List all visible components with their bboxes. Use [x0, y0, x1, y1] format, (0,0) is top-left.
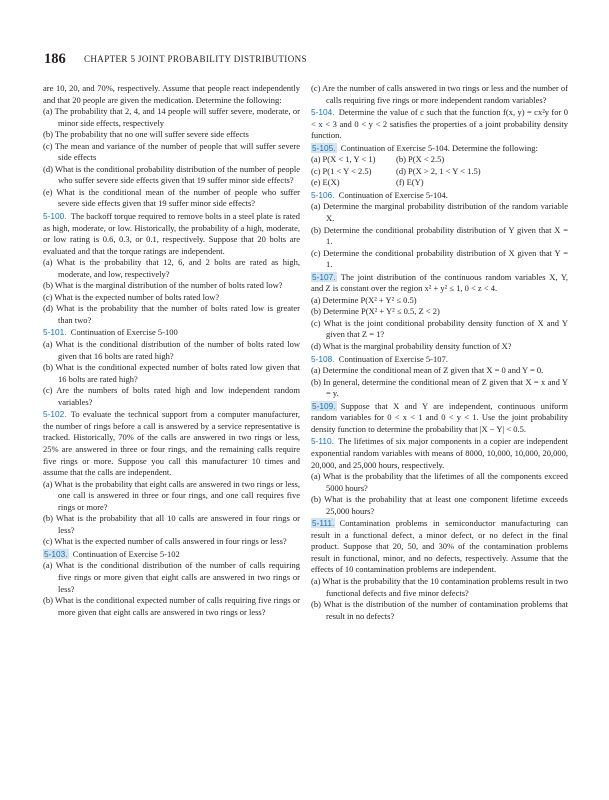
- exercise-5-104: [311, 107, 568, 142]
- exercise-item: (b) What is the probability that at least one component lifetime exceeds 25,000 hours?: [311, 494, 568, 516]
- exercise-text: Continuation of Exercise 5-104.: [338, 189, 448, 200]
- exercise-number: 5-100.: [43, 211, 67, 222]
- exercise-item: (a) What is the probability that eight calls are answered in two rings or less, one call is answered in three or four rings, and one call requires five rings or more?: [43, 478, 300, 512]
- exercise-item: (a) What is the probability that the lifetimes of all the components exceed 5000 hours?: [311, 471, 568, 493]
- exercise-item: (b) What is the marginal distribution of the number of bolts rated low?: [43, 280, 283, 291]
- exercise-5-100: [43, 211, 300, 326]
- exercise-item: (c) What is the expected number of calls answered in four rings or less?: [43, 536, 287, 547]
- exercise-item: (d) What is the marginal probability density function of X?: [311, 341, 512, 352]
- exercise-item: (b) The probability that no one will suffer severe side effects: [43, 129, 249, 140]
- exercise-number: 5-108.: [311, 353, 335, 364]
- exercise-item: (a) P(X < 1, Y < 1): [311, 154, 376, 165]
- exercise-item: (a) What is the probability that the 10 contamination problems result in two functional defects and five minor defects?: [311, 575, 568, 598]
- exercise-number: 5-106.: [311, 189, 335, 200]
- exercise-item: (c) What is the expected number of bolts rated low?: [43, 291, 220, 302]
- exercise-item: (c) Are the number of calls answered in two rings or less and the number of calls requiring five rings or more independent random variables?: [311, 83, 568, 105]
- exercise-number: 5-104.: [311, 107, 335, 118]
- exercise-text: Suppose that X and Y are independent, continuous uniform random variables for 0 < x < 1 and 0 < y < 1. Use the joint probability density function to determine the probability that |X − Y| < 0.5.: [311, 400, 568, 434]
- exercise-item: (f) E(Y): [396, 177, 424, 188]
- exercise-item: (a) Determine P(X² + Y² ≤ 0.5): [311, 294, 417, 305]
- exercise-5-103: [43, 549, 300, 618]
- exercise-item: (a) Determine the conditional mean of Z given that X = 0 and Y = 0.: [311, 365, 544, 376]
- exercise-5-102: [43, 409, 300, 548]
- exercise-text: Determine the value of c such that the function f(x, y) = cx²y for 0 < x < 3 and 0 < y < 2 satisfies the properties of a joint probability density function.: [311, 107, 568, 141]
- page-number: 186: [44, 51, 66, 67]
- exercise-item: (e) E(X): [311, 177, 340, 188]
- exercise-text: Contamination problems in semiconductor manufacturing can result in a functional defect, a minor defect, or no defect in the final product. Suppose that 20, 50, and 30% of the contamination problems result in functional, minor, and no defects, respectively. Assume that the effects of 10 contamination problems are independent.: [311, 518, 568, 575]
- exercise-item: (b) In general, determine the conditional mean of Z given that X = x and Y = y.: [311, 376, 568, 399]
- exercise-text: The lifetimes of six major components in a copier are independent exponential random variables with means of 8000, 10,000, 10,000, 20,000, 20,000, and 25,000 hours, respectively.: [311, 436, 568, 470]
- exercise-item: (d) What is the conditional probability distribution of the number of people who suffer severe side effects given that 19 suffer minor side effects?: [43, 163, 300, 186]
- exercise-5-106: [311, 190, 568, 271]
- exercise-number: 5-101.: [43, 327, 67, 338]
- left-column: [43, 83, 300, 618]
- exercise-text: are 10, 20, and 70%, respectively. Assume that people react independently and that 20 people are given the medication. Determine the following:: [43, 83, 300, 105]
- exercise-continuation: [43, 83, 300, 210]
- exercise-item: (b) What is the conditional expected number of calls requiring five rings or more given that eight calls are answered in two rings or less?: [43, 595, 300, 617]
- exercise-text: Continuation of Exercise 5-107.: [338, 353, 448, 364]
- exercise-item: (a) Determine the marginal probability distribution of the random variable X.: [311, 201, 568, 224]
- exercise-number: 5-111.: [312, 518, 335, 529]
- exercise-number: 5-102.: [43, 409, 67, 420]
- exercise-number: 5-110.: [311, 436, 334, 447]
- exercise-item: (c) Are the numbers of bolts rated high and low independent random variables?: [43, 385, 300, 407]
- exercise-text: To evaluate the technical support from a computer manufacturer, the number of rings before a call is answered by a service representative is tracked. Historically, 70% of the calls are answered in two rings or less, 25% are answered in three or four rings, and the remaining calls require five rings or more. Suppose you call this manufacturer 10 times and assume that the calls are independent.: [43, 409, 300, 478]
- exercise-number: 5-107.: [312, 271, 336, 282]
- exercise-number: 5-109.: [312, 400, 336, 411]
- exercise-item: (b) P(X < 2.5): [396, 154, 445, 165]
- exercise-item: (d) What is the probability that the number of bolts rated low is greater than two?: [43, 303, 300, 325]
- exercise-item-grid: [311, 154, 568, 189]
- exercise-5-101: [43, 327, 300, 408]
- exercise-text: The backoff torque required to remove bolts in a steel plate is rated as high, moderate, or low. Historically, the probability of a high, moderate, or low rating is 0.6, 0.3, or 0.1, respectively. Suppose that 20 bolts are evaluated and that the torque ratings are independent.: [43, 211, 300, 256]
- exercise-number: 5-105.: [312, 142, 336, 153]
- exercise-item: (b) Determine the conditional probability distribution of Y given that X = 1.: [311, 224, 568, 247]
- exercise-item: (c) The mean and variance of the number of people that will suffer severe side effects: [43, 140, 300, 163]
- exercise-text: The joint distribution of the continuous random variables X, Y, and Z is constant over the region x² + y² ≤ 1, 0 < z < 4.: [311, 271, 568, 294]
- exercise-5-107: [311, 272, 568, 353]
- exercise-item: (c) Determine the conditional probability distribution of X given that Y = 1.: [311, 247, 568, 270]
- exercise-5-111: [311, 518, 568, 622]
- exercise-item: (c) P(1 < Y < 2.5): [311, 165, 372, 176]
- exercise-text: Continuation of Exercise 5-100: [70, 327, 178, 338]
- exercise-item: (a) What is the conditional distribution of the number of bolts rated low given that 16 bolts are rated high?: [43, 339, 300, 361]
- exercise-item: (a) What is the conditional distribution of the number of calls requiring five rings or more given that eight calls are answered in two rings or less?: [43, 560, 300, 594]
- exercise-item: (b) What is the conditional expected number of bolts rated low given that 16 bolts are rated high?: [43, 362, 300, 384]
- exercise-item: (b) What is the distribution of the number of contamination problems that result in no defects?: [311, 599, 568, 621]
- exercise-text: Continuation of Exercise 5-104. Determine the following:: [340, 142, 538, 153]
- exercise-item: (a) The probability that 2, 4, and 14 people will suffer severe, moderate, or minor side effects, respectively: [43, 106, 300, 128]
- exercise-5-105: [311, 143, 568, 189]
- exercise-item: (b) Determine P(X² + Y² ≤ 0.5, Z < 2): [311, 306, 440, 317]
- exercise-item: (c) What is the joint conditional probability density function of X and Y given that Z = 1?: [311, 317, 568, 340]
- exercise-item: (b) What is the probability that all 10 calls are answered in four rings or less?: [43, 513, 300, 535]
- exercise-text: Continuation of Exercise 5-102: [72, 548, 180, 559]
- exercise-5-110: [311, 436, 568, 517]
- exercise-item: (d) P(X > 2, 1 < Y < 1.5): [396, 165, 481, 176]
- exercise-number: 5-103.: [44, 548, 68, 559]
- exercise-item: (e) What is the conditional mean of the number of people who suffer severe side effects given that 19 suffer minor side effects?: [43, 186, 300, 209]
- exercise-item: (a) What is the probability that 12, 6, and 2 bolts are rated as high, moderate, and low, respectively?: [43, 257, 300, 279]
- running-head: CHAPTER 5 JOINT PROBABILITY DISTRIBUTIONS: [84, 54, 307, 64]
- exercise-5-108: [311, 354, 568, 400]
- page-header: [44, 51, 568, 67]
- right-column: [311, 83, 568, 622]
- exercise-5-109: [311, 401, 568, 436]
